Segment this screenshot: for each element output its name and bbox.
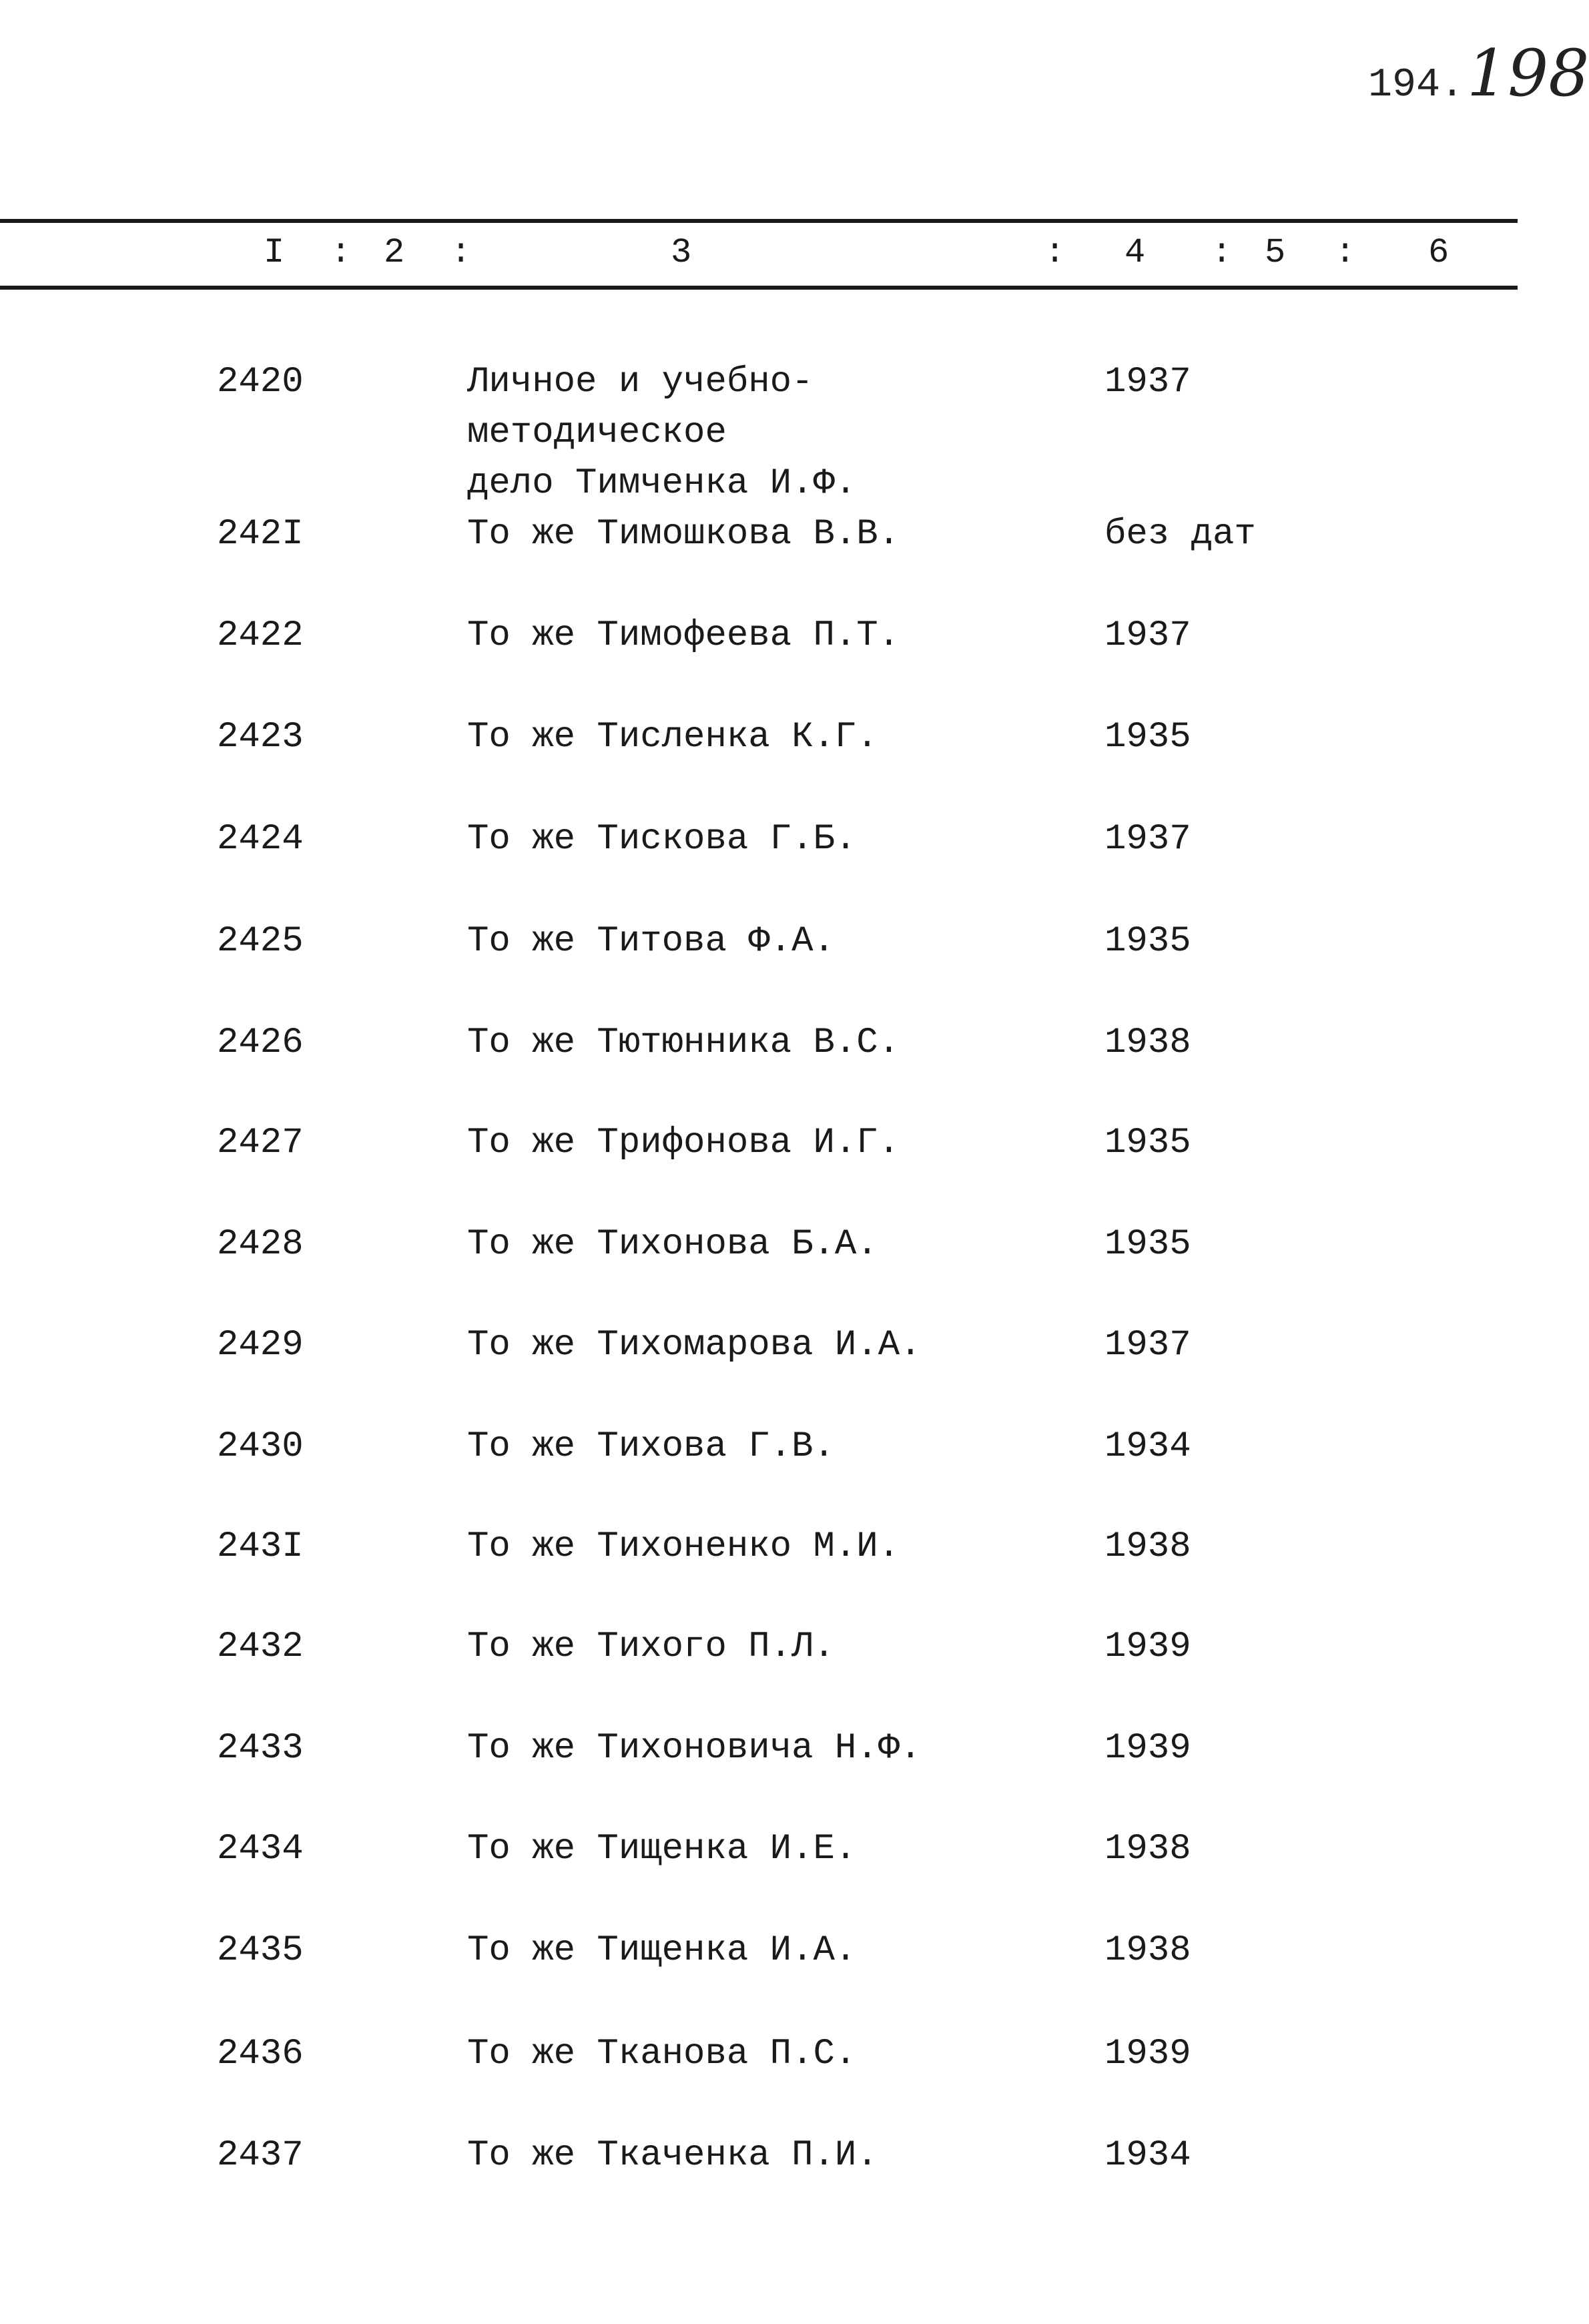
row-number: 2425 <box>217 921 304 962</box>
row-description: То же Тихова Г.В. <box>467 1426 835 1467</box>
row-number: 2430 <box>217 1426 304 1467</box>
row-year: без дат <box>1104 514 1256 555</box>
row-description: То же Тютюнника В.С. <box>467 1023 900 1063</box>
row-year: 1938 <box>1104 1526 1191 1567</box>
row-description: То же Тищенка И.Е. <box>467 1829 857 1869</box>
row-number: 243I <box>217 1526 304 1567</box>
row-year: 1939 <box>1104 1728 1191 1769</box>
row-year: 1935 <box>1104 717 1191 758</box>
row-description: То же Титова Ф.А. <box>467 921 835 962</box>
row-description: То же Трифонова И.Г. <box>467 1123 900 1163</box>
column-header-separator: : <box>1335 233 1356 272</box>
column-header-separator: : <box>1044 233 1066 272</box>
row-number: 2432 <box>217 1627 304 1667</box>
column-header-separator: : <box>1211 233 1233 272</box>
row-description: То же Тихоновича Н.Ф. <box>467 1728 922 1769</box>
row-number: 2434 <box>217 1829 304 1869</box>
row-number: 2426 <box>217 1023 304 1063</box>
row-description: То же Ткаченка П.И. <box>467 2135 878 2176</box>
row-year: 1934 <box>1104 2135 1191 2176</box>
column-header-4: 4 <box>1125 233 1146 272</box>
column-header-1: I <box>264 233 285 272</box>
row-year: 1938 <box>1104 1829 1191 1869</box>
row-number: 2424 <box>217 819 304 860</box>
row-year: 1934 <box>1104 1426 1191 1467</box>
column-header-separator: : <box>330 233 352 272</box>
row-description: То же Тихонова Б.А. <box>467 1224 878 1265</box>
row-year: 1935 <box>1104 921 1191 962</box>
row-year: 1939 <box>1104 1627 1191 1667</box>
row-description: То же Тихомарова И.А. <box>467 1325 922 1366</box>
column-header-5: 5 <box>1265 233 1286 272</box>
column-header-3: 3 <box>671 233 692 272</box>
row-description: То же Тихоненко М.И. <box>467 1526 900 1567</box>
column-header-separator: : <box>450 233 472 272</box>
row-year: 1938 <box>1104 1023 1191 1063</box>
row-number: 2427 <box>217 1123 304 1163</box>
row-number: 2420 <box>217 362 304 402</box>
row-year: 1937 <box>1104 1325 1191 1366</box>
row-year: 1939 <box>1104 2034 1191 2074</box>
row-year: 1937 <box>1104 362 1191 402</box>
row-year: 1937 <box>1104 819 1191 860</box>
row-year: 1937 <box>1104 615 1191 656</box>
page-number-handwritten: 198 <box>1467 36 1589 111</box>
row-description: То же Тихого П.Л. <box>467 1627 835 1667</box>
row-description: То же Тимошкова В.В. <box>467 514 900 555</box>
row-year: 1938 <box>1104 1930 1191 1971</box>
column-header-6: 6 <box>1428 233 1450 272</box>
row-number: 2429 <box>217 1325 304 1366</box>
row-year: 1935 <box>1104 1224 1191 1265</box>
row-number: 2423 <box>217 717 304 758</box>
row-number: 2436 <box>217 2034 304 2074</box>
row-description: То же Тищенка И.А. <box>467 1930 857 1971</box>
row-description: То же Тимофеева П.Т. <box>467 615 900 656</box>
row-number: 2437 <box>217 2135 304 2176</box>
row-description: То же Тканова П.С. <box>467 2034 857 2074</box>
row-number: 2428 <box>217 1224 304 1265</box>
row-number: 2422 <box>217 615 304 656</box>
row-number: 2433 <box>217 1728 304 1769</box>
row-description: Личное и учебно-методическое дело Тимченка И.Ф. <box>467 362 857 504</box>
page-number-typed: 194. <box>1368 63 1465 108</box>
row-description: То же Тискова Г.Б. <box>467 819 857 860</box>
column-header-2: 2 <box>384 233 405 272</box>
row-number: 242I <box>217 514 304 555</box>
row-number: 2435 <box>217 1930 304 1971</box>
row-description: То же Тисленка К.Г. <box>467 717 878 758</box>
row-year: 1935 <box>1104 1123 1191 1163</box>
